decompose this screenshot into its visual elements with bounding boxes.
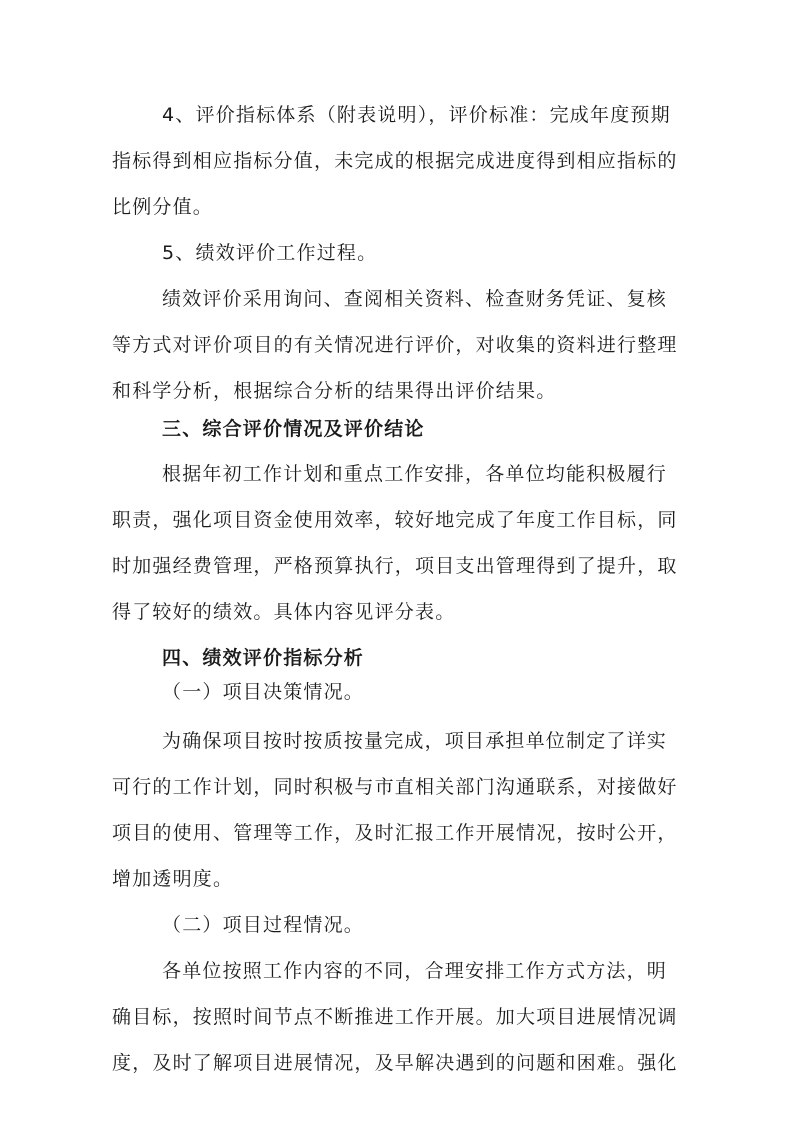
paragraph-line: 等方式对评价项目的有关情况进行评价，对收集的资料进行整理 bbox=[112, 334, 678, 356]
paragraph-line: 职责，强化项目资金使用效率，较好地完成了年度工作目标，同 bbox=[112, 509, 678, 531]
paragraph-line: 可行的工作计划，同时积极与市直相关部门沟通联系，对接做好 bbox=[112, 776, 678, 798]
paragraph-line: 确目标，按照时间节点不断推进工作开展。加大项目进展情况调 bbox=[112, 1006, 678, 1028]
paragraph-line: 绩效评价采用询问、查阅相关资料、检查财务凭证、复核 bbox=[162, 288, 668, 310]
paragraph-line: 4、评价指标体系（附表说明），评价标准：完成年度预期 bbox=[162, 104, 671, 126]
paragraph-line: 指标得到相应指标分值，未完成的根据完成进度得到相应指标的 bbox=[112, 150, 678, 172]
paragraph-line: 和科学分析，根据综合分析的结果得出评价结果。 bbox=[112, 380, 557, 402]
paragraph-line: 各单位按照工作内容的不同，合理安排工作方式方法，明 bbox=[162, 960, 668, 982]
paragraph-line: 增加透明度。 bbox=[112, 868, 234, 890]
section-heading: 三、综合评价情况及评价结论 bbox=[162, 418, 425, 440]
paragraph-line: 项目的使用、管理等工作，及时汇报工作开展情况，按时公开， bbox=[112, 822, 678, 844]
section-heading: 四、绩效评价指标分析 bbox=[162, 647, 365, 669]
paragraph-line: 5、绩效评价工作过程。 bbox=[162, 242, 378, 264]
paragraph-line: 根据年初工作计划和重点工作安排，各单位均能积极履行 bbox=[162, 463, 668, 485]
paragraph-line: 时加强经费管理，严格预算执行，项目支出管理得到了提升，取 bbox=[112, 555, 678, 577]
paragraph-line: 度，及时了解项目进展情况，及早解决遇到的问题和困难。强化 bbox=[112, 1052, 678, 1074]
paragraph-line: 比例分值。 bbox=[112, 196, 214, 218]
subsection-heading: （二）项目过程情况。 bbox=[162, 914, 365, 936]
paragraph-line: 得了较好的绩效。具体内容见评分表。 bbox=[112, 601, 456, 623]
subsection-heading: （一）项目决策情况。 bbox=[162, 681, 365, 703]
paragraph-line: 为确保项目按时按质按量完成，项目承担单位制定了详实 bbox=[162, 730, 668, 752]
